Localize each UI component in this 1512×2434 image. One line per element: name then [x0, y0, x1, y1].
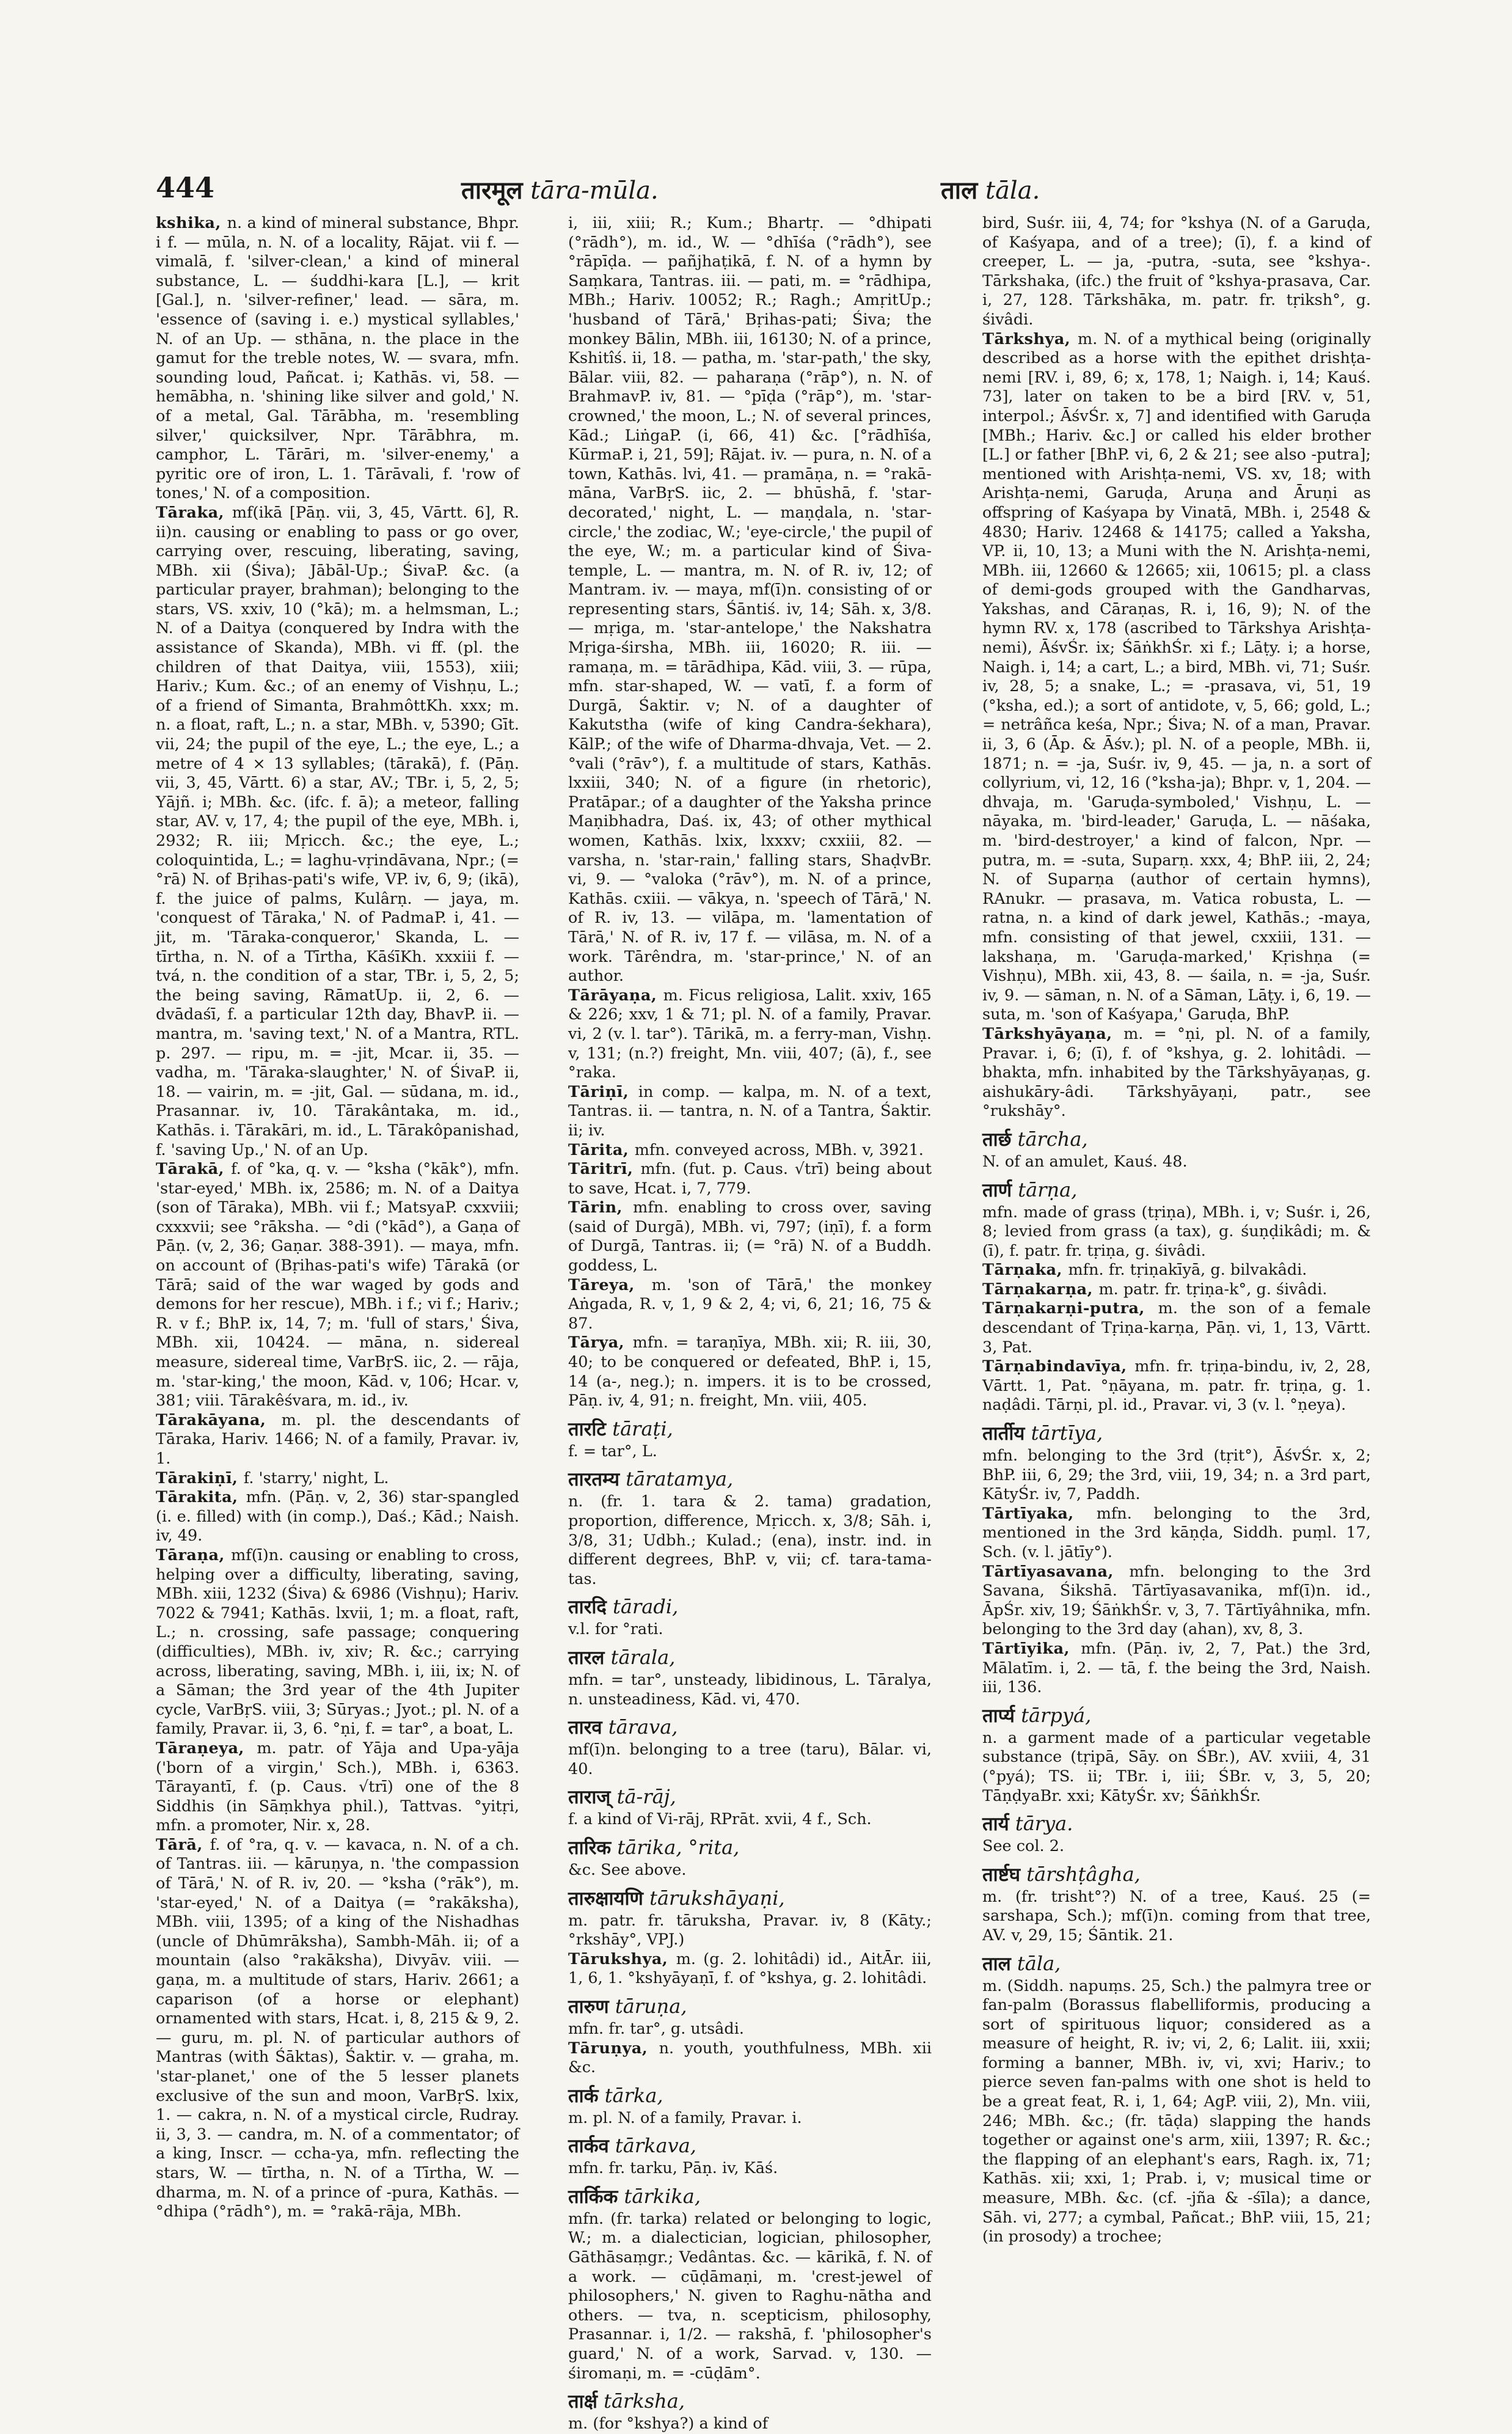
dictionary-entry: [982, 1640, 1371, 1698]
dictionary-entry: [568, 1083, 932, 1141]
headword-transliteration: tāratamya,: [619, 1467, 734, 1491]
dictionary-entry: [982, 1299, 1371, 1357]
headword-transliteration: tārkava,: [608, 2134, 696, 2158]
headword-block: [568, 2133, 932, 2159]
headword-devanagari: तार्कव: [568, 2135, 609, 2158]
dictionary-entry: [568, 1198, 932, 1275]
headword: Tāraṇa,: [156, 1545, 232, 1564]
dictionary-entry: [982, 1811, 1371, 1857]
headword: Tāraka,: [156, 503, 232, 522]
headword-block: [982, 1861, 1371, 1888]
headword-devanagari: तार्क्ष: [568, 2391, 597, 2413]
entry-text: m. (Siddh. napuṃs. 25, Sch.) the palmyra tree or fan-palm (Borassus flabelliformis, producing a sort of spirituous liquor; considered as a measure of height, R. iv; vi, 2, 6; Lalit. iii, xxii; forming a banner, MBh. iv, vi, xvi; Hariv.; to pierce seven fan-palms with one shot is held to be a great feat, R. i, 1, 64; AgP. viii, 2), Mn. viii, 246; MBh. &c.; (fr. tāḍa) slapping the hands together or against one's arm, xiii, 1397; R. &c.; the flapping of an elephant's ears, Ragh. ix, 71; Kathās. xii; xxi, 1; Prab. i, v; musical time or measure, MBh. &c. (cf. -jña & -śīla); a dance, Sāh. vi, 277; a cymbal, Pañcat.; BhP. viii, 15, 21; (in prosody) a trochee;: [982, 1976, 1371, 2246]
headword: Tārakita,: [156, 1488, 246, 1507]
headword-transliteration: tāruṇa,: [608, 1994, 687, 2018]
headword-transliteration: tārṇa,: [1012, 1178, 1078, 1201]
entry-text: f. of °ka, q. v. — °ksha (°kāk°), mfn. 'star-eyed,' MBh. ix, 2586; m. N. of a Daitya (son of Tāraka), MBh. vii f.; MatsyaP. cxxviii; cxxxvii; see °rāksha. — °di (°kād°), a Gaṇa of Pāṇ. (v, 2, 36; Gaṇar. 388-391). — maya, mfn. on account of (Bṛihas-pati's wife) Tārakā (or Tārā; said of the war waged by gods and demons for her rescue), MBh. i f.; vi f.; Hariv.; R. v f.; BhP. ix, 14, 7; m. 'full of stars,' Śiva, MBh. xii, 10424. — māna, n. sidereal measure, sidereal time, VarBṛS. iic, 2. — rāja, m. 'star-king,' the moon, Kād. v, 106; Hcar. v, 381; viii. Tārakêśvara, m. id., iv.: [156, 1160, 519, 1410]
headword-devanagari: तारतम्य: [568, 1468, 620, 1491]
headword: Tārita,: [568, 1140, 635, 1159]
dictionary-entry: [982, 1261, 1371, 1280]
headword-transliteration: tārika, °rita,: [611, 1835, 740, 1859]
entry-text: n. a kind of mineral substance, Bhpr. i f. — mūla, n. N. of a locality, Rājat. vii f. — vimalā, f. 'silver-clean,' a kind of mineral substance, L. — śuddhi-kara [L.], — krit [Gal.], n. 'silver-refiner,' lead. — sāra, m. 'essence of (saving i. e.) mystical syllables,' N. of an Up. — sthāna, n. the place in the gamut for the treble notes, W. — svara, mfn. sounding loud, Pañcat. i; Kathās. vi, 58. — hemābha, n. 'shining like silver and gold,' N. of a metal, Gal. Tārābha, m. 'resembling silver,' quicksilver, Npr. Tārābhra, m. camphor, L. Tārāri, m. 'silver-enemy,' a pyritic ore of iron, L. 1. Tārāvali, f. 'row of tones,' N. of a composition.: [156, 214, 519, 503]
headword-devanagari: तार्ष्टघ: [982, 1863, 1021, 1886]
dictionary-entry: [982, 1505, 1371, 1563]
entry-text: m. pl. the descendants of Tāraka, Hariv. 1466; N. of a family, Pravar. iv, 1.: [156, 1410, 519, 1468]
right-running-head: [941, 172, 1040, 206]
dictionary-entry: [568, 1644, 932, 1709]
headword-devanagari: तार्तीय: [982, 1423, 1025, 1445]
headword-block: [982, 1177, 1371, 1203]
dictionary-entry: [982, 1177, 1371, 1261]
headword-block: [568, 2388, 932, 2414]
dictionary-entry: [156, 214, 519, 504]
headword: kshika,: [156, 214, 227, 232]
headword-transliteration: tārka,: [598, 2083, 663, 2107]
headword: Tārakiṇī,: [156, 1468, 244, 1487]
entry-text: i, iii, xiii; R.; Kum.; Bhartṛ. — °dhipati (°rādh°), m. id., W. — °dhīśa (°rādh°), see °rāpīḍa. — pañjhaṭikā, f. N. of a hymn by Saṃkara, Tantras. iii. — pati, m. = °rādhipa, MBh.; Hariv. 10052; R.; Ragh.; AmṛitUp.; 'husband of Tārā,' Bṛihas-pati; Śiva; the monkey Bālin, MBh. iii, 16130; N. of a prince, Kshitîś. ii, 18. — patha, m. 'star-path,' the sky, Bālar. viii, 82. — paharaṇa (°rāp°), n. N. of BrahmavP. iv, 81. — °pīḍa (°rāp°), m. 'star-crowned,' the moon, L.; N. of several princes, Kād.; LiṅgaP. (i, 66, 41) &c. [°rādhīśa, KūrmaP. i, 21, 59]; Rājat. iv. — pura, n. N. of a town, Kathās. lvi, 41. — pramāṇa, n. = °rakā-māna, VarBṛS. iic, 2. — bhūshā, f. 'star-decorated,' night, L. — maṇḍala, n. 'star-circle,' the zodiac, W.; 'eye-circle,' the pupil of the eye, W.; m. a particular kind of Śiva-temple, L. — mantra, m. N. of R. iv, 12; of Mantram. iv. — maya, mf(ī)n. consisting of or representing stars, Śāntiś. iv, 14; Sāh. x, 3/8. — mṛiga, m. 'star-antelope,' the Nakshatra Mṛiga-śirsha, MBh. iii, 16020; R. iii. — ramaṇa, m. = tārādhipa, Kād. viii, 3. — rūpa, mfn. star-shaped, W. — vatī, f. a form of Durgā, Śaktir. v; N. of a daughter of Kakutstha (wife of king Candra-śekhara), KālP.; of the wife of Dharma-dhvaja, Vet. — 2. °vali (°rāv°), f. a multitude of stars, Kathās. lxxiii, 340; N. of a figure (in rhetoric), Pratāpar.; of a daughter of the Yaksha prince Maṇibhadra, Daś. ix, 43; of other mythical women, Kathās. lxix, lxxxv; cxxiii, 82. — varsha, n. 'star-rain,' falling stars, ShaḍvBr. vi, 9. — °valoka (°rāv°), m. N. of a prince, Kathās. cxiii. — vākya, n. 'speech of Tārā,' N. of R. iv, 13. — vilāpa, m. 'lamentation of Tārā,' N. of R. iv, 17 f. — vilāsa, m. N. of a work. Tārêndra, m. 'star-prince,' N. of an author.: [568, 214, 932, 986]
headword-devanagari: तारव: [568, 1717, 602, 1739]
dictionary-entry: [568, 1950, 932, 1989]
headword-devanagari: तार्ण: [982, 1179, 1012, 1201]
headword-transliteration: tārava,: [602, 1715, 678, 1739]
dictionary-entry: [568, 2133, 932, 2179]
dictionary-entry: [982, 1126, 1371, 1172]
headword-devanagari: तार्य: [982, 1813, 1009, 1836]
headword-block: [982, 1703, 1371, 1729]
right-running-head-devanagari: ताल: [941, 177, 978, 205]
dictionary-entry: [982, 330, 1371, 1025]
entry-text: mfn. belonging to the 3rd (tṛit°), ĀśvŚr. x, 2; BhP. iii, 6, 29; the 3rd, viii, 19, 34; n. a 3rd part, KātyŚr. iv, 7, Paddh.: [982, 1446, 1371, 1504]
headword-devanagari: तार्प्य: [982, 1704, 1015, 1727]
headword-block: [568, 1416, 932, 1442]
entry-text: f. 'starry,' night, L.: [243, 1468, 389, 1487]
page-number: 444: [156, 171, 215, 204]
dictionary-entry: [156, 1411, 519, 1469]
headword-devanagari: तारटि: [568, 1418, 607, 1440]
headword: Tāreya,: [568, 1275, 652, 1294]
left-running-head: [461, 172, 659, 206]
headword: Tāriṇī,: [568, 1082, 638, 1101]
headword-devanagari: तारिक: [568, 1836, 612, 1859]
entry-text: in comp. — kalpa, m. N. of a text, Tantras. ii. — tantra, n. N. of a Tantra, Śaktir. ii; iv.: [568, 1082, 932, 1140]
entry-text: m. (g. 2. lohitâdi) id., AitĀr. iii, 1, 6, 1. °kshyāyaṇī, f. of °kshya, g. 2. lohitâdi.: [568, 1949, 932, 1988]
dictionary-entry: [568, 1993, 932, 2039]
dictionary-entry: [568, 1466, 932, 1589]
entry-text: m. patr. fr. tṛiṇa-k°, g. śivâdi.: [1098, 1280, 1328, 1299]
headword-devanagari: तारल: [568, 1646, 605, 1669]
headword: Tārin,: [568, 1198, 634, 1217]
headword-devanagari: तार्क: [568, 2084, 599, 2107]
entry-text: mfn. conveyed across, MBh. v, 3921.: [634, 1140, 924, 1159]
headword: Tārṇabindavīya,: [982, 1357, 1135, 1376]
headword-devanagari: तारदि: [568, 1596, 607, 1619]
dictionary-entry: [156, 1488, 519, 1546]
entry-text: f. of °ra, q. v. — kavaca, n. N. of a ch. of Tantras. iii. — kāruṇya, n. 'the compassion of Tārā,' N. of R. iv, 20. — °ksha (°rāk°), m. 'star-eyed,' N. of a Daitya (= °rakāksha), MBh. viii, 1395; of a king of the Nishadhas (uncle of Dhūmrāksha), Sambh-Māh. ii; of a mountain (also °rakāksha), Divyāv. viii. — gaṇa, m. a multitude of stars, Hariv. 2661; a caparison (of a horse or elephant) ornamented with stars, Hcat. i, 8, 215 & 9, 2. — guru, m. pl. N. of particular authors of Mantras (with Śāktas), Śaktir. v. — graha, m. 'star-planet,' one of the 5 lesser planets exclusive of the sun and moon, VarBṛS. lxix, 1. — cakra, n. N. of a mystical circle, Rudray. ii, 3, 3. — candra, m. N. of a commentator; of a king, Inscr. — ccha-ya, mfn. reflecting the stars, W. — tīrtha, n. N. of a Tīrtha, W. — dharma, m. N. of a prince of -pura, Kathās. — °dhipa (°rādh°), m. = °rakā-rāja, MBh.: [156, 1835, 519, 2221]
dictionary-entry: [568, 1885, 932, 1950]
headword-transliteration: tārukshāyaṇi,: [643, 1886, 785, 1910]
entry-text: See col. 2.: [982, 1837, 1065, 1856]
entry-text: mfn. made of grass (tṛiṇa), MBh. i, v; Suśr. i, 26, 8; levied from grass (a tax), g. śuṇḍikâdi; m. & (ī), f. patr. fr. tṛiṇa, g. śivâdi.: [982, 1203, 1371, 1260]
headword: Tārukshya,: [568, 1949, 676, 1968]
headword: Tārṇaka,: [982, 1261, 1068, 1280]
headword-block: [568, 1835, 932, 1861]
headword: Tārakā,: [156, 1160, 232, 1179]
headword-transliteration: tāraṭi,: [606, 1417, 673, 1440]
dictionary-entry: [568, 1141, 932, 1160]
headword-transliteration: tārkika,: [618, 2184, 701, 2208]
dictionary-entry: [568, 2183, 932, 2383]
entry-text: f. a kind of Vi-rāj, RPrāt. xvii, 4 f., Sch.: [568, 1810, 872, 1829]
entry-text: m. 'son of Tārā,' the monkey Aṅgada, R. v, 1, 9 & 2, 4; vi, 6, 21; 16, 75 & 87.: [568, 1275, 932, 1333]
headword-transliteration: tārksha,: [597, 2389, 685, 2413]
headword-block: [568, 2183, 932, 2210]
page-header: [156, 171, 1371, 210]
dictionary-entry: [568, 2388, 932, 2434]
entry-text: mfn. (Pāṇ. iv, 2, 7, Pat.) the 3rd, Mālatīm. i, 2. — tā, f. the being the 3rd, Naish. iii, 136.: [982, 1639, 1371, 1697]
dictionary-entry: [568, 214, 932, 986]
entry-text: m. (for °kshya?) a kind of: [568, 2414, 769, 2433]
headword-transliteration: tāradi,: [606, 1595, 679, 1619]
headword-devanagari: तार्छ: [982, 1128, 1012, 1151]
entry-text: m. (fr. trisht°?) N. of a tree, Kauś. 25 (= sarshapa, Sch.); mf(ī)n. coming from that tree, AV. v, 29, 15; Śāntik. 21.: [982, 1887, 1371, 1945]
headword-transliteration: tārcha,: [1011, 1127, 1088, 1151]
headword-transliteration: tārya.: [1009, 1812, 1073, 1836]
headword-block: [982, 1420, 1371, 1446]
headword-transliteration: tārala,: [604, 1645, 676, 1669]
headword-block: [568, 1594, 932, 1620]
headword: Tārā,: [156, 1835, 210, 1854]
dictionary-entry: [982, 1357, 1371, 1415]
headword: Tāraṇeya,: [156, 1739, 257, 1758]
dictionary-entry: [568, 1276, 932, 1334]
headword-block: [568, 1784, 932, 1810]
entry-text: mfn. fr. tarku, Pāṇ. iv, Kāś.: [568, 2159, 778, 2178]
headword-block: [568, 2083, 932, 2109]
headword: Tārṇakarṇi-putra,: [982, 1299, 1158, 1318]
dictionary-entry: [568, 986, 932, 1083]
entry-text: mfn. fr. tṛiṇakīyā, g. bilvakâdi.: [1068, 1261, 1307, 1280]
entry-text: m. pl. N. of a family, Pravar. i.: [568, 2108, 802, 2127]
headword-transliteration: tā-rāj,: [610, 1785, 676, 1809]
dictionary-entry: [982, 1280, 1371, 1300]
headword-block: [982, 1126, 1371, 1153]
entry-text: m. patr. of Yāja and Upa-yāja ('born of a virgin,' Sch.), MBh. i, 6363. Tārayantī, f. (p. Caus. √trī) one of the 8 Siddhis (in Sāṃkhya phil.), Tattvas. °yitṛi, mfn. a promoter, Nir. x, 28.: [156, 1739, 519, 1835]
entry-text: f. = tar°, L.: [568, 1442, 657, 1461]
entry-text: &c. See above.: [568, 1860, 687, 1879]
entry-text: mfn. belonging to the 3rd, mentioned in the 3rd kāṇḍa, Siddh. puṃl. 17, Sch. (v. l. jātīy°).: [982, 1504, 1371, 1561]
column-3: [982, 214, 1371, 2246]
headword-block: [982, 1951, 1371, 1977]
headword-devanagari: तारुक्षायणि: [568, 1887, 643, 1910]
dictionary-entry: [156, 504, 519, 1160]
dictionary-entry: [982, 1703, 1371, 1806]
headword-block: [568, 1644, 932, 1671]
entry-text: m. = °ṇi, pl. N. of a family, Pravar. i, 6; (ī), f. of °kshya, g. 2. lohitâdi. — bhakta, mfn. inhabited by the Tārkshyāyaṇas, g. aishukāry-âdi. Tārkshyāyaṇi, patr., see °rukshāy°.: [982, 1024, 1371, 1121]
entry-text: mf(ikā [Pāṇ. vii, 3, 45, Vārtt. 6], R. ii)n. causing or enabling to pass or go over, carrying over, rescuing, liberating, saving, MBh. xii (Śiva); Jābāl-Up.; ŚivaP. &c. (a particular prayer, brahman); belonging to the stars, VS. xxiv, 10 (°kā); m. a helmsman, L.; N. of a Daitya (conquered by Indra with the assistance of Skanda), MBh. vi ff. (pl. the children of that Daitya, viii, 1553), xiii; Hariv.; Kum. &c.; of an enemy of Vishṇu, L.; of a friend of Simanta, BrahmôttKh. xxx; m. n. a float, raft, L.; n. a star, MBh. v, 5390; Gīt. vii, 24; the pupil of the eye, L.; the eye, L.; a metre of 4 × 13 syllables; (tārakā), f. (Pāṇ. vii, 3, 45, Vārtt. 6) a star, AV.; TBr. i, 5, 2, 5; Yājñ. i; MBh. &c. (ifc. f. ā); a meteor, falling star, AV. v, 17, 4; the pupil of the eye, MBh. i, 2932; R. iii; Mṛicch. &c.; the eye, L.; coloquintida, L.; = laghu-vṛindāvana, Npr.; (= °rā) N. of Bṛihas-pati's wife, VP. iv, 6, 9; (ikā), f. the juice of palms, Kulârṇ. — jaya, m. 'conquest of Tāraka,' N. of PadmaP. i, 41. — jit, m. 'Tāraka-conqueror,' Skanda, L. — tīrtha, n. N. of a Tīrtha, KāśīKh. xxxiii f. — tvá, n. the condition of a star, TBr. i, 5, 2, 5; the being saving, RāmatUp. ii, 2, 6. — dvādaśī, f. a particular 12th day, BhavP. ii. — mantra, m. 'saving text,' N. of a Mantra, RTL. p. 297. — ripu, m. = -jit, Mcar. ii, 35. — vadha, m. 'Tāraka-slaughter,' N. of ŚivaP. ii, 18. — vairin, m. = -jit, Gal. — sūdana, m. id., Prasannar. iv, 10. Tārakântaka, m. id., Kathās. i. Tārakāri, m. id., L. Tārakôpanishad, f. 'saving Up.,' N. of an Up.: [156, 503, 520, 1159]
headword-devanagari: ताराज्: [568, 1786, 611, 1809]
dictionary-entry: [982, 1420, 1371, 1505]
dictionary-entry: [568, 1835, 932, 1880]
dictionary-entry: [982, 1563, 1371, 1640]
dictionary-entry: [982, 1861, 1371, 1946]
headword-transliteration: tārpyá,: [1015, 1703, 1092, 1727]
entry-text: m. patr. fr. tāruksha, Pravar. iv, 8 (Kāty.; °rkshāy°, VPJ.): [568, 1911, 932, 1949]
dictionary-entry: [156, 1836, 519, 2222]
entry-text: mfn. enabling to cross over, saving (said of Durgā), MBh. vi, 797; (iṇī), f. a form of Durgā, Tantras. ii; (= °rā) N. of a Buddh. goddess, L.: [568, 1198, 932, 1275]
column-1: [156, 214, 520, 2221]
dictionary-entry: [568, 1594, 932, 1640]
dictionary-entry: [568, 1333, 932, 1410]
entry-text: mfn. (fr. tarka) related or belonging to logic, W.; m. a dialectician, logician, philosopher, Gāthāsaṃgr.; Vedântas. &c. — kārikā, f. N. of a work. — cūḍāmaṇi, m. 'crest-jewel of philosophers,' N. given to Raghu-nātha and others. — tva, n. scepticism, philosophy, Prasannar. i, 1/2. — rakshā, f. 'philosopher's guard,' N. of a work, Sarvad. v, 130. — śiromaṇi, m. = -cūḍām°.: [568, 2209, 932, 2383]
dictionary-entry: [156, 1546, 519, 1739]
headword: Tārtīyasavana,: [982, 1562, 1130, 1581]
headword-transliteration: tārshṭâgha,: [1020, 1862, 1141, 1886]
entry-text: N. of an amulet, Kauś. 48.: [982, 1152, 1188, 1171]
entry-text: mfn. fr. tar°, g. utsâdi.: [568, 2019, 744, 2038]
entry-text: mfn. = taraṇīya, MBh. xii; R. iii, 30, 40; to be conquered or defeated, BhP. i, 15, 14 (a-, neg.); n. impers. it is to be crossed, Pāṇ. iv, 4, 91; n. freight, Mn. viii, 405.: [568, 1333, 932, 1410]
entry-text: mfn. = tar°, unsteady, libidinous, L. Tāralya, n. unsteadiness, Kād. vi, 470.: [568, 1670, 932, 1709]
entry-text: mf(ī)n. causing or enabling to cross, helping over a difficulty, liberating, saving, MBh. xiii, 1232 (Śiva) & 6986 (Vishṇu); Hariv. 7022 & 7941; Kathās. lxvii, 1; m. a float, raft, L.; n. crossing, safe passage; conquering (difficulties), MBh. iv, xiv; R. &c.; carrying across, liberating, saving, MBh. i, iii, ix; N. of a Sāman; the 3rd year of the 4th Jupiter cycle, VarBṛS. viii, 3; Sūryas.; Jyot.; pl. N. of a family, Pravar. ii, 3, 6. °ṇi, f. = tar°, a boat, L.: [156, 1545, 520, 1739]
entry-text: n. youth, youthfulness, MBh. xii &c.: [568, 2039, 932, 2077]
dictionary-entry: [156, 1739, 519, 1836]
headword: Tārakāyana,: [156, 1410, 282, 1429]
headword: Tārtīyaka,: [982, 1504, 1097, 1523]
dictionary-entry: [568, 1416, 932, 1462]
headword-block: [982, 1811, 1371, 1837]
headword-block: [568, 1993, 932, 2020]
entry-text: m. Ficus religiosa, Lalit. xxiv, 165 & 226; xxv, 1 & 71; pl. N. of a family, Pravar. vi, 2 (v. l. tar°). Tārikā, m. a ferry-man, Vishṇ. v, 131; (n.?) freight, Mn. viii, 407; (ā), f., see °raka.: [568, 986, 932, 1082]
headword-block: [568, 1714, 932, 1740]
dictionary-entry: [156, 1469, 519, 1489]
entry-text: n. (fr. 1. tara & 2. tama) gradation, proportion, difference, Mṛicch. x, 3/8; Sāh. i, 3/8, 31; Udbh.; Kulad.; (ena), instr. ind. in different degrees, BhP. v, vii; cf. tara-tama-tas.: [568, 1492, 932, 1588]
entry-text: bird, Suśr. iii, 4, 74; for °kshya (N. of a Garuḍa, of Kaśyapa, and of a tree); (ī), f. a kind of creeper, L. — ja, -putra, -suta, see °kshya-. Tārkshaka, (ifc.) the fruit of °kshya-prasava, Car. i, 27, 128. Tārkshāka, m. patr. fr. tṛiksh°, g. śivâdi.: [982, 214, 1371, 329]
entry-text: mfn. fr. tṛiṇa-bindu, iv, 2, 28, Vārtt. 1, Pat. °ṇāyana, m. patr. fr. tṛiṇa, g. 1. naḍâdi. Tārṇi, pl. id., Pravar. vi, 3 (v. l. °ṇeya).: [982, 1357, 1371, 1415]
dictionary-entry: [156, 1160, 519, 1411]
left-running-head-transliteration: tāra-mūla.: [530, 177, 659, 205]
entry-text: n. a garment made of a particular vegetable substance (tṛipā, Sāy. on ŚBr.), AV. xviii, 4, 31 (°pyá); TS. ii; TBr. i, iii; ŚBr. v, 3, 5, 20; TāṇḍyaBr. xxi; KātyŚr. xv; ŚāṅkhŚr.: [982, 1728, 1371, 1805]
headword: Tārkshya,: [982, 329, 1078, 348]
headword: Tāritrī,: [568, 1160, 641, 1179]
headword: Tārtīyika,: [982, 1639, 1081, 1658]
headword-block: [568, 1466, 932, 1492]
entry-text: mfn. (fut. p. Caus. √trī) being about to save, Hcat. i, 7, 779.: [568, 1160, 932, 1198]
headword-devanagari: तारुण: [568, 1995, 609, 2018]
headword-block: [568, 1885, 932, 1912]
column-2: [568, 214, 932, 2433]
right-running-head-transliteration: tāla.: [985, 177, 1040, 205]
dictionary-entry: [568, 1784, 932, 1830]
dictionary-entry: [568, 2083, 932, 2128]
headword: Tārkshyāyaṇa,: [982, 1024, 1124, 1043]
left-running-head-devanagari: तारमूल: [461, 177, 523, 205]
dictionary-entry: [568, 1714, 932, 1779]
headword-devanagari: ताल: [982, 1952, 1011, 1975]
dictionary-entry: [982, 1025, 1371, 1121]
entry-text: mfn. (Pāṇ. v, 2, 36) star-spangled (i. e. filled) with (in comp.), Daś.; Kād.; Naish. iv, 49.: [156, 1488, 520, 1545]
entry-text: v.l. for °rati.: [568, 1620, 663, 1639]
headword-transliteration: tārtīya,: [1024, 1421, 1103, 1445]
dictionary-entry: [982, 214, 1371, 330]
headword: Tāruṇya,: [568, 2039, 659, 2058]
headword: Tārāyaṇa,: [568, 986, 663, 1005]
entry-text: mf(ī)n. belonging to a tree (taru), Bālar. vi, 40.: [568, 1740, 932, 1778]
headword-devanagari: तार्किक: [568, 2185, 618, 2208]
dictionary-entry: [568, 2039, 932, 2078]
headword: Tārṇakarṇa,: [982, 1280, 1099, 1299]
dictionary-entry: [982, 1951, 1371, 2247]
entry-text: mfn. belonging to the 3rd Savana, Śikshā. Tārtīyasavanika, mf(ī)n. id., ĀpŚr. xiv, 19; ŚāṅkhŚr. v, 3, 7. Tārtīyâhnika, mfn. belonging to the 3rd day (ahan), xv, 8, 3.: [982, 1562, 1371, 1639]
headword: Tārya,: [568, 1333, 633, 1352]
entry-text: m. N. of a mythical being (originally described as a horse with the epithet drishṭa-nemi [RV. i, 89, 6; x, 178, 1; Naigh. i, 14; Kauś. 73], later on taken to be a bird [RV. v, 51, interpol.; ĀśvŚr. x, 7] and identified with Garuḍa [MBh.; Hariv. &c.] or called his elder brother [L.] or father [BhP. vi, 6, 2 & 21; see also -putra]; mentioned with Arishṭa-nemi, VS. xv, 18; with Arishṭa-nemi, Garuḍa, Aruṇa and Āruṇi as offspring of Kaśyapa by Vinatā, MBh. i, 2548 & 4830; Hariv. 12468 & 14175; called a Yaksha, VP. ii, 10, 13; a Muni with the N. Arishṭa-nemi, MBh. iii, 12660 & 12665; xii, 10615; pl. a class of demi-gods grouped with the Gandharvas, Yakshas, and Cāraṇas, R. i, 16, 9); N. of the hymn RV. x, 178 (ascribed to Tārkshya Arishṭa-nemi), ĀśvŚr. ix; ŚāṅkhŚr. xi f.; Lāṭy. i; a horse, Naigh. i, 14; a cart, L.; a bird, MBh. vi, 71; Suśr. iv, 28, 5; a snake, L.; = -prasava, vi, 51, 19 (°ksha, ed.); a sort of antidote, v, 5, 66; gold, L.; = netrâñca keśa, Npr.; Śiva; N. of a man, Pravar. ii, 3, 6 (Āp. & Āśv.); pl. N. of a people, MBh. ii, 1871; n. = -ja, Suśr. iv, 9, 45. — ja, n. a sort of collyrium, vi, 12, 16 (°ksha-ja); Bhpr. v, 1, 204. — dhvaja, m. 'Garuḍa-symboled,' Vishṇu, L. — nāyaka, m. 'bird-leader,' Garuḍa, L. — nāśaka, m. 'bird-destroyer,' a kind of falcon, Npr. — putra, m. = -suta, Suparṇ. xxx, 4; BhP. iii, 2, 24; N. of Suparṇa (author of certain hymns), RAnukr. — prasava, m. Vatica robusta, L. — ratna, n. a kind of dark jewel, Kathās.; -maya, mfn. consisting of that jewel, cxxiii, 131. — lakshaṇa, m. 'Garuḍa-marked,' Kṛishṇa (= Vishṇu), MBh. xii, 43, 8. — śaila, n. = -ja, Suśr. iv, 9. — sāman, n. N. of a Sāman, Lāṭy. i, 6, 19. — suta, m. 'son of Kaśyapa,' Garuḍa, BhP.: [982, 329, 1371, 1024]
entry-text: m. the son of a female descendant of Tṛiṇa-karṇa, Pāṇ. vi, 1, 13, Vārtt. 3, Pat.: [982, 1299, 1371, 1357]
dictionary-entry: [568, 1160, 932, 1198]
headword-transliteration: tāla,: [1010, 1951, 1061, 1975]
